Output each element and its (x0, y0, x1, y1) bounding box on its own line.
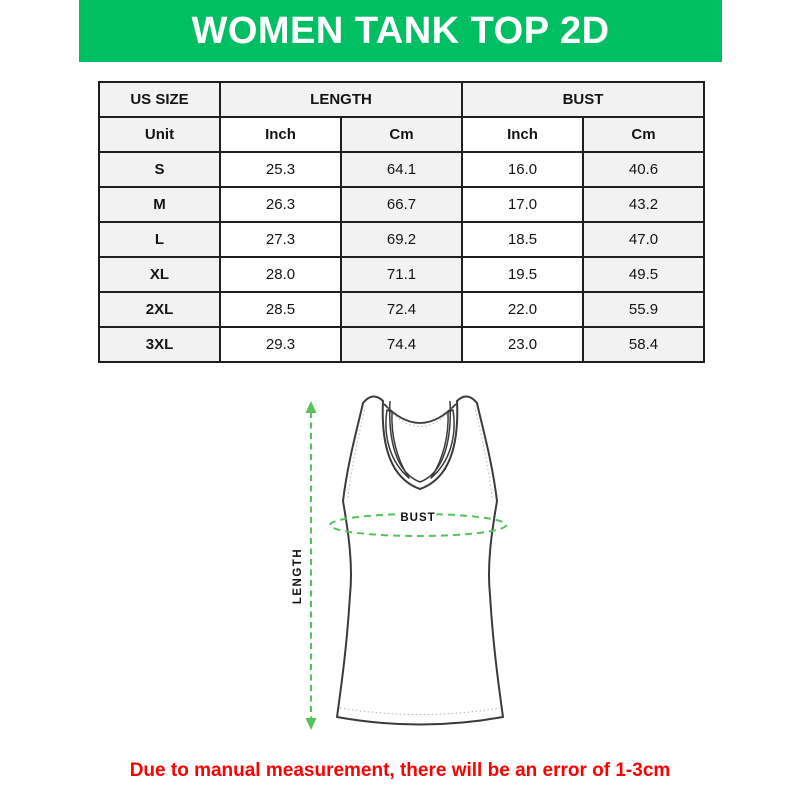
table-row-l (99, 222, 704, 257)
size-label-cell: 3XL (99, 327, 220, 362)
col-header-length: LENGTH (220, 82, 462, 117)
length-cm-cell: 72.4 (341, 292, 462, 327)
length-inch-header-cell: Inch (220, 117, 341, 152)
size-label-cell: L (99, 222, 220, 257)
bust-inch-cell: 23.0 (462, 327, 583, 362)
table-row-xl (99, 257, 704, 292)
length-cm-cell: 74.4 (341, 327, 462, 362)
bust-inch-cell: 17.0 (462, 187, 583, 222)
tank-back-neckline (384, 404, 456, 423)
tank-body-outline (337, 396, 503, 724)
bust-cm-cell: 49.5 (583, 257, 704, 292)
table-row-2xl (99, 292, 704, 327)
tank-neck-trim (390, 401, 451, 482)
product-banner (79, 0, 722, 62)
length-cm-header-cell: Cm (341, 117, 462, 152)
table-row-s (99, 152, 704, 187)
length-arrowhead-up-icon (306, 401, 317, 413)
size-label-cell: S (99, 152, 220, 187)
bust-inch-cell: 19.5 (462, 257, 583, 292)
size-label-cell: XL (99, 257, 220, 292)
page-title: WOMEN TANK TOP 2D (191, 9, 610, 52)
bust-cm-cell: 58.4 (583, 327, 704, 362)
col-header-us-size: US SIZE (99, 82, 220, 117)
bust-inch-header-cell: Inch (462, 117, 583, 152)
length-cm-cell: 66.7 (341, 187, 462, 222)
bust-inch-cell: 18.5 (462, 222, 583, 257)
length-inch-cell: 28.0 (220, 257, 341, 292)
length-cm-cell: 64.1 (341, 152, 462, 187)
size-label-cell: M (99, 187, 220, 222)
length-cm-cell: 69.2 (341, 222, 462, 257)
measurement-note: Due to manual measurement, there will be an error of 1-3cm (129, 760, 671, 781)
table-unit-row (99, 117, 704, 152)
length-cm-cell: 71.1 (341, 257, 462, 292)
length-label: LENGTH (292, 547, 304, 605)
unit-header-cell: Unit (99, 117, 220, 152)
table-row-m (99, 187, 704, 222)
length-inch-cell: 27.3 (220, 222, 341, 257)
bust-cm-cell: 40.6 (583, 152, 704, 187)
tank-top-diagram (270, 388, 570, 748)
bust-inch-cell: 22.0 (462, 292, 583, 327)
length-inch-cell: 29.3 (220, 327, 341, 362)
length-arrowhead-down-icon (306, 718, 317, 730)
bust-cm-header-cell: Cm (583, 117, 704, 152)
bust-cm-cell: 43.2 (583, 187, 704, 222)
bust-inch-cell: 16.0 (462, 152, 583, 187)
table-row-3xl (99, 327, 704, 362)
length-inch-cell: 28.5 (220, 292, 341, 327)
bust-label: BUST (400, 512, 436, 524)
size-chart-table (98, 81, 705, 363)
length-inch-cell: 26.3 (220, 187, 341, 222)
col-header-bust: BUST (462, 82, 704, 117)
bust-cm-cell: 47.0 (583, 222, 704, 257)
table-group-header-row (99, 82, 704, 117)
size-label-cell: 2XL (99, 292, 220, 327)
bust-cm-cell: 55.9 (583, 292, 704, 327)
length-inch-cell: 25.3 (220, 152, 341, 187)
